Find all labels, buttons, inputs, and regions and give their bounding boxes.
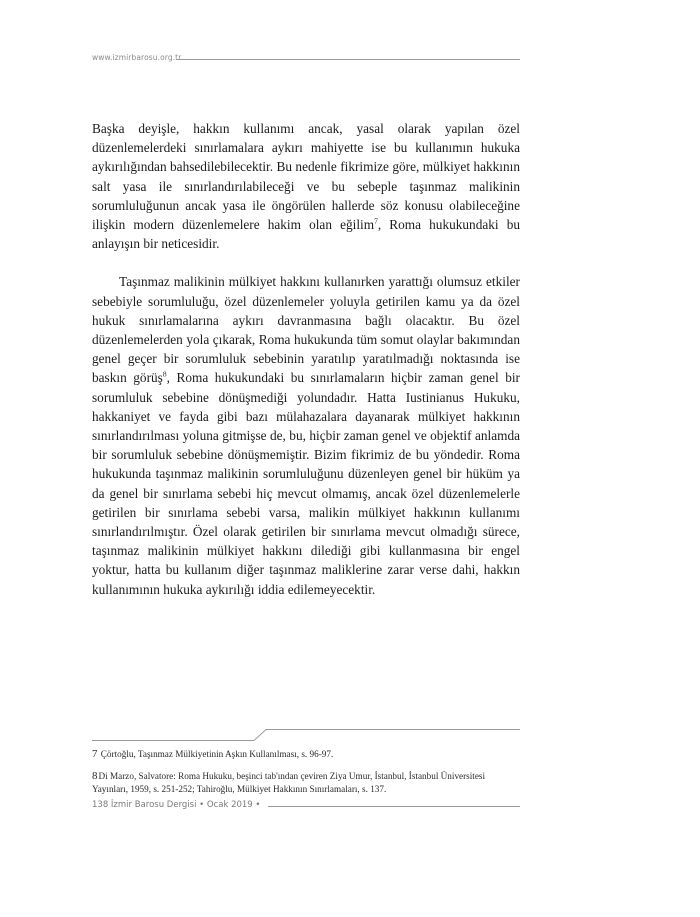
footnote-7-text: Çörtoğlu, Taşınmaz Mülkiyetinin Aşkın Kullanılması, s. 96-97. bbox=[100, 749, 334, 759]
page-footer bbox=[92, 800, 520, 814]
footer-rule bbox=[268, 806, 520, 807]
footnote-8-text: Di Marzo, Salvatore: Roma Hukuku, beşinci tab'ından çeviren Ziya Umur, İstanbul, İstanbul Üniversitesi bbox=[98, 771, 486, 781]
footnote-divider bbox=[92, 729, 520, 741]
footnote-8-number: 8 bbox=[92, 770, 98, 782]
page-header bbox=[92, 53, 520, 67]
header-rule bbox=[176, 59, 520, 60]
footnote-8-continuation: Yayınları, 1959, s. 251-252; Tahiroğlu, Mülkiyet Hakkının Sınırlamaları, s. 137. bbox=[92, 784, 387, 794]
footer-text: 138 İzmir Barosu Dergisi • Ocak 2019 • bbox=[92, 800, 261, 810]
header-url: www.izmirbarosu.org.tr bbox=[92, 53, 182, 62]
footnotes bbox=[92, 748, 520, 805]
paragraph-2-end: , Roma hukukundaki bu sınırlamaların hiçbir zaman genel bir sorumluluk sebebine dönüşmediği yolundadır. Hatta Iustinianus Hukuku, hakkaniyet ve fayda gibi bazı mülahazalara dayanarak mülkiyet hakkının sınırlandırılması yoluna gitmişse de, bu, hiçbir zaman genel ve objektif anlamda bir sorumluluk sebebine dönüşmemiştir. Bizim fikrimiz de bu yöndedir. Roma hukukunda taşınmaz malikinin sorumluluğunu düzenleyen genel bir hüküm ya da genel bir sınırlama sebebi hiç mevcut olmamış, ancak özel düzenlemelerle getirilen bir sınırlama sebebi varsa, malikin mülkiyet hakkının kullanımı sınırlandırılmıştır. Özel olarak getirilen bir sınırlama mevcut olmadığı sürece, taşınmaz malikinin mülkiyet hakkını dilediği gibi kullanmasına bir engel yoktur, hatta bu kullanım diğer taşınmaz maliklerine zarar verse dahi, hakkın kullanımının hukuka aykırılığı iddia edilemeyecektir. bbox=[92, 370, 520, 597]
footnote-7-number: 7 bbox=[92, 748, 98, 760]
paragraph-1 bbox=[92, 119, 520, 253]
main-text bbox=[92, 119, 520, 599]
footnote-ref-7[interactable]: 7 bbox=[374, 216, 378, 226]
footnote-8 bbox=[92, 770, 520, 796]
footnote-7 bbox=[92, 748, 520, 761]
footnote-ref-8[interactable]: 8 bbox=[162, 370, 167, 380]
paragraph-1-end: , Roma hukukundaki bu anlayışın bir neticesidir. bbox=[92, 217, 520, 252]
paragraph-1-text: Başka deyişle, hakkın kullanımı ancak, yasal olarak yapılan özel düzenlemelerdeki sınırlamalara aykırı mahiyette ise bu kullanımın hukuka aykırılığından bahsedilebilecektir. Bu nedenle fikrimize göre, mülkiyet hakkının salt yasa ile sınırlandırılabileceği ve bu sebeple taşınmaz malikinin sorumluluğunun ancak yasa ile öngörülen hallerde söz konusu olabileceğine ilişkin modern düzenlemelere hakim olan eğilim bbox=[92, 121, 520, 233]
paragraph-2 bbox=[92, 272, 520, 598]
paragraph-2-text: Taşınmaz malikinin mülkiyet hakkını kullanırken yarattığı olumsuz etkiler sebebiyle sorumluluğu, özel düzenlemeler yoluyla getirilen kamu ya da özel hukuk sınırlamalarına aykırı davranmasına bağlı olacaktır. Bu özel düzenlemelerden yola çıkarak, Roma hukukunda tüm somut olaylar bakımından genel geçer bir sorumluluk sebebinin yaratılıp yaratılmadığı noktasında ise baskın görüş bbox=[92, 274, 520, 386]
